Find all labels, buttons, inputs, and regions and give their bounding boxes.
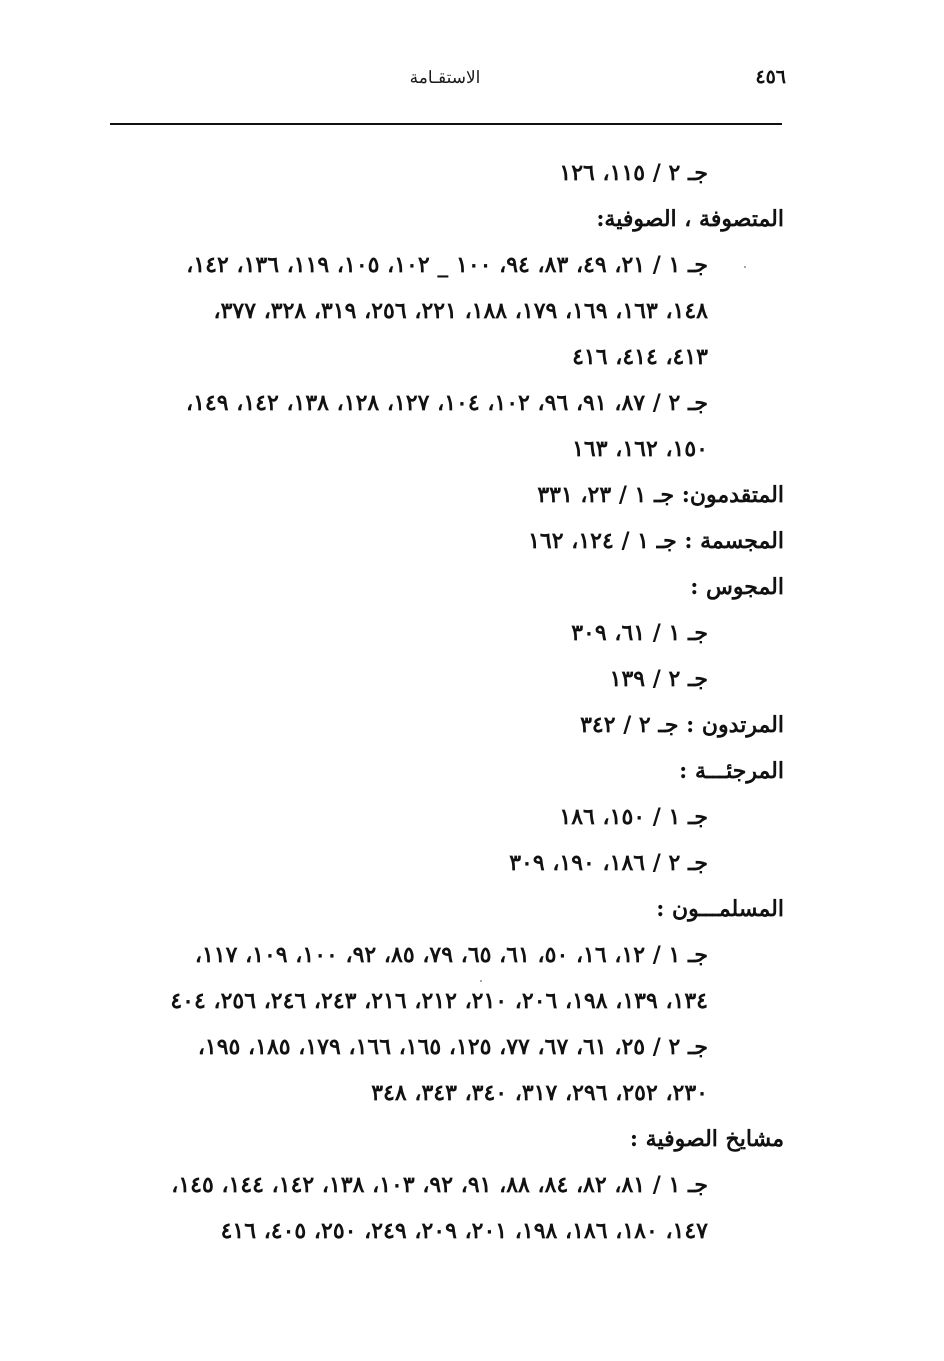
index-heading: المجسمة : جـ ١ / ١٢٤، ١٦٢ <box>528 528 784 554</box>
scan-speck <box>744 266 746 268</box>
index-volume-refs: جـ ١ / ١٢، ١٦، ٥٠، ٦١، ٦٥، ٧٩، ٨٥، ٩٢، ١٠٠، ١٠٩، ١١٧، <box>194 942 708 968</box>
index-continuation: ١٤٨، ١٦٣، ١٦٩، ١٧٩، ١٨٨، ٢٢١، ٢٥٦، ٣١٩، ٣٢٨، ٣٧٧، <box>213 298 708 324</box>
index-continuation: ١٤٧، ١٨٠، ١٨٦، ١٩٨، ٢٠١، ٢٠٩، ٢٤٩، ٢٥٠، ٤٠٥، ٤١٦ <box>220 1218 708 1244</box>
index-continuation: ٢٣٠، ٢٥٢، ٢٩٦، ٣١٧، ٣٤٠، ٣٤٣، ٣٤٨ <box>371 1080 708 1106</box>
index-heading: المرجئـــة : <box>679 758 784 784</box>
index-volume-refs: جـ ٢ / ١١٥، ١٢٦ <box>559 160 708 186</box>
index-volume-refs: جـ ١ / ٦١، ٣٠٩ <box>571 620 708 646</box>
scan-speck <box>480 980 482 982</box>
running-title: الاستقـامة <box>409 68 481 88</box>
index-heading: المتصوفة ، الصوفية: <box>596 206 784 232</box>
index-heading: المسلمـــون : <box>656 896 784 922</box>
index-volume-refs: جـ ٢ / ١٣٩ <box>609 666 708 692</box>
index-heading: المرتدون : جـ ٢ / ٣٤٢ <box>580 712 784 738</box>
index-continuation: ١٥٠، ١٦٢، ١٦٣ <box>572 436 708 462</box>
index-volume-refs: جـ ٢ / ٨٧، ٩١، ٩٦، ١٠٢، ١٠٤، ١٢٧، ١٢٨، ١٣٨، ١٤٢، ١٤٩، <box>186 390 708 416</box>
index-heading: المجوس : <box>690 574 784 600</box>
index-heading: المتقدمون: جـ ١ / ٢٣، ٣٣١ <box>537 482 784 508</box>
index-volume-refs: جـ ١ / ١٥٠، ١٨٦ <box>559 804 708 830</box>
index-entries <box>100 150 788 1254</box>
index-continuation: ١٣٤، ١٣٩، ١٩٨، ٢٠٦، ٢١٠، ٢١٢، ٢١٦، ٢٤٣، ٢٤٦، ٢٥٦، ٤٠٤ <box>170 988 708 1014</box>
index-volume-refs: جـ ١ / ٢١، ٤٩، ٨٣، ٩٤، ١٠٠ _ ١٠٢، ١٠٥، ١١٩، ١٣٦، ١٤٢، <box>186 252 708 278</box>
index-continuation: ٤١٣، ٤١٤، ٤١٦ <box>572 344 708 370</box>
index-volume-refs: جـ ١ / ٨١، ٨٢، ٨٤، ٨٨، ٩١، ٩٢، ١٠٣، ١٣٨، ١٤٢، ١٤٤، ١٤٥، <box>171 1172 708 1198</box>
index-volume-refs: جـ ٢ / ١٨٦، ١٩٠، ٣٠٩ <box>509 850 708 876</box>
header-divider <box>110 123 782 125</box>
page-number: ٤٥٦ <box>755 66 786 88</box>
index-heading: مشايخ الصوفية : <box>629 1126 784 1152</box>
index-volume-refs: جـ ٢ / ٢٥، ٦١، ٦٧، ٧٧، ١٢٥، ١٦٥، ١٦٦، ١٧٩، ١٨٥، ١٩٥، <box>197 1034 708 1060</box>
